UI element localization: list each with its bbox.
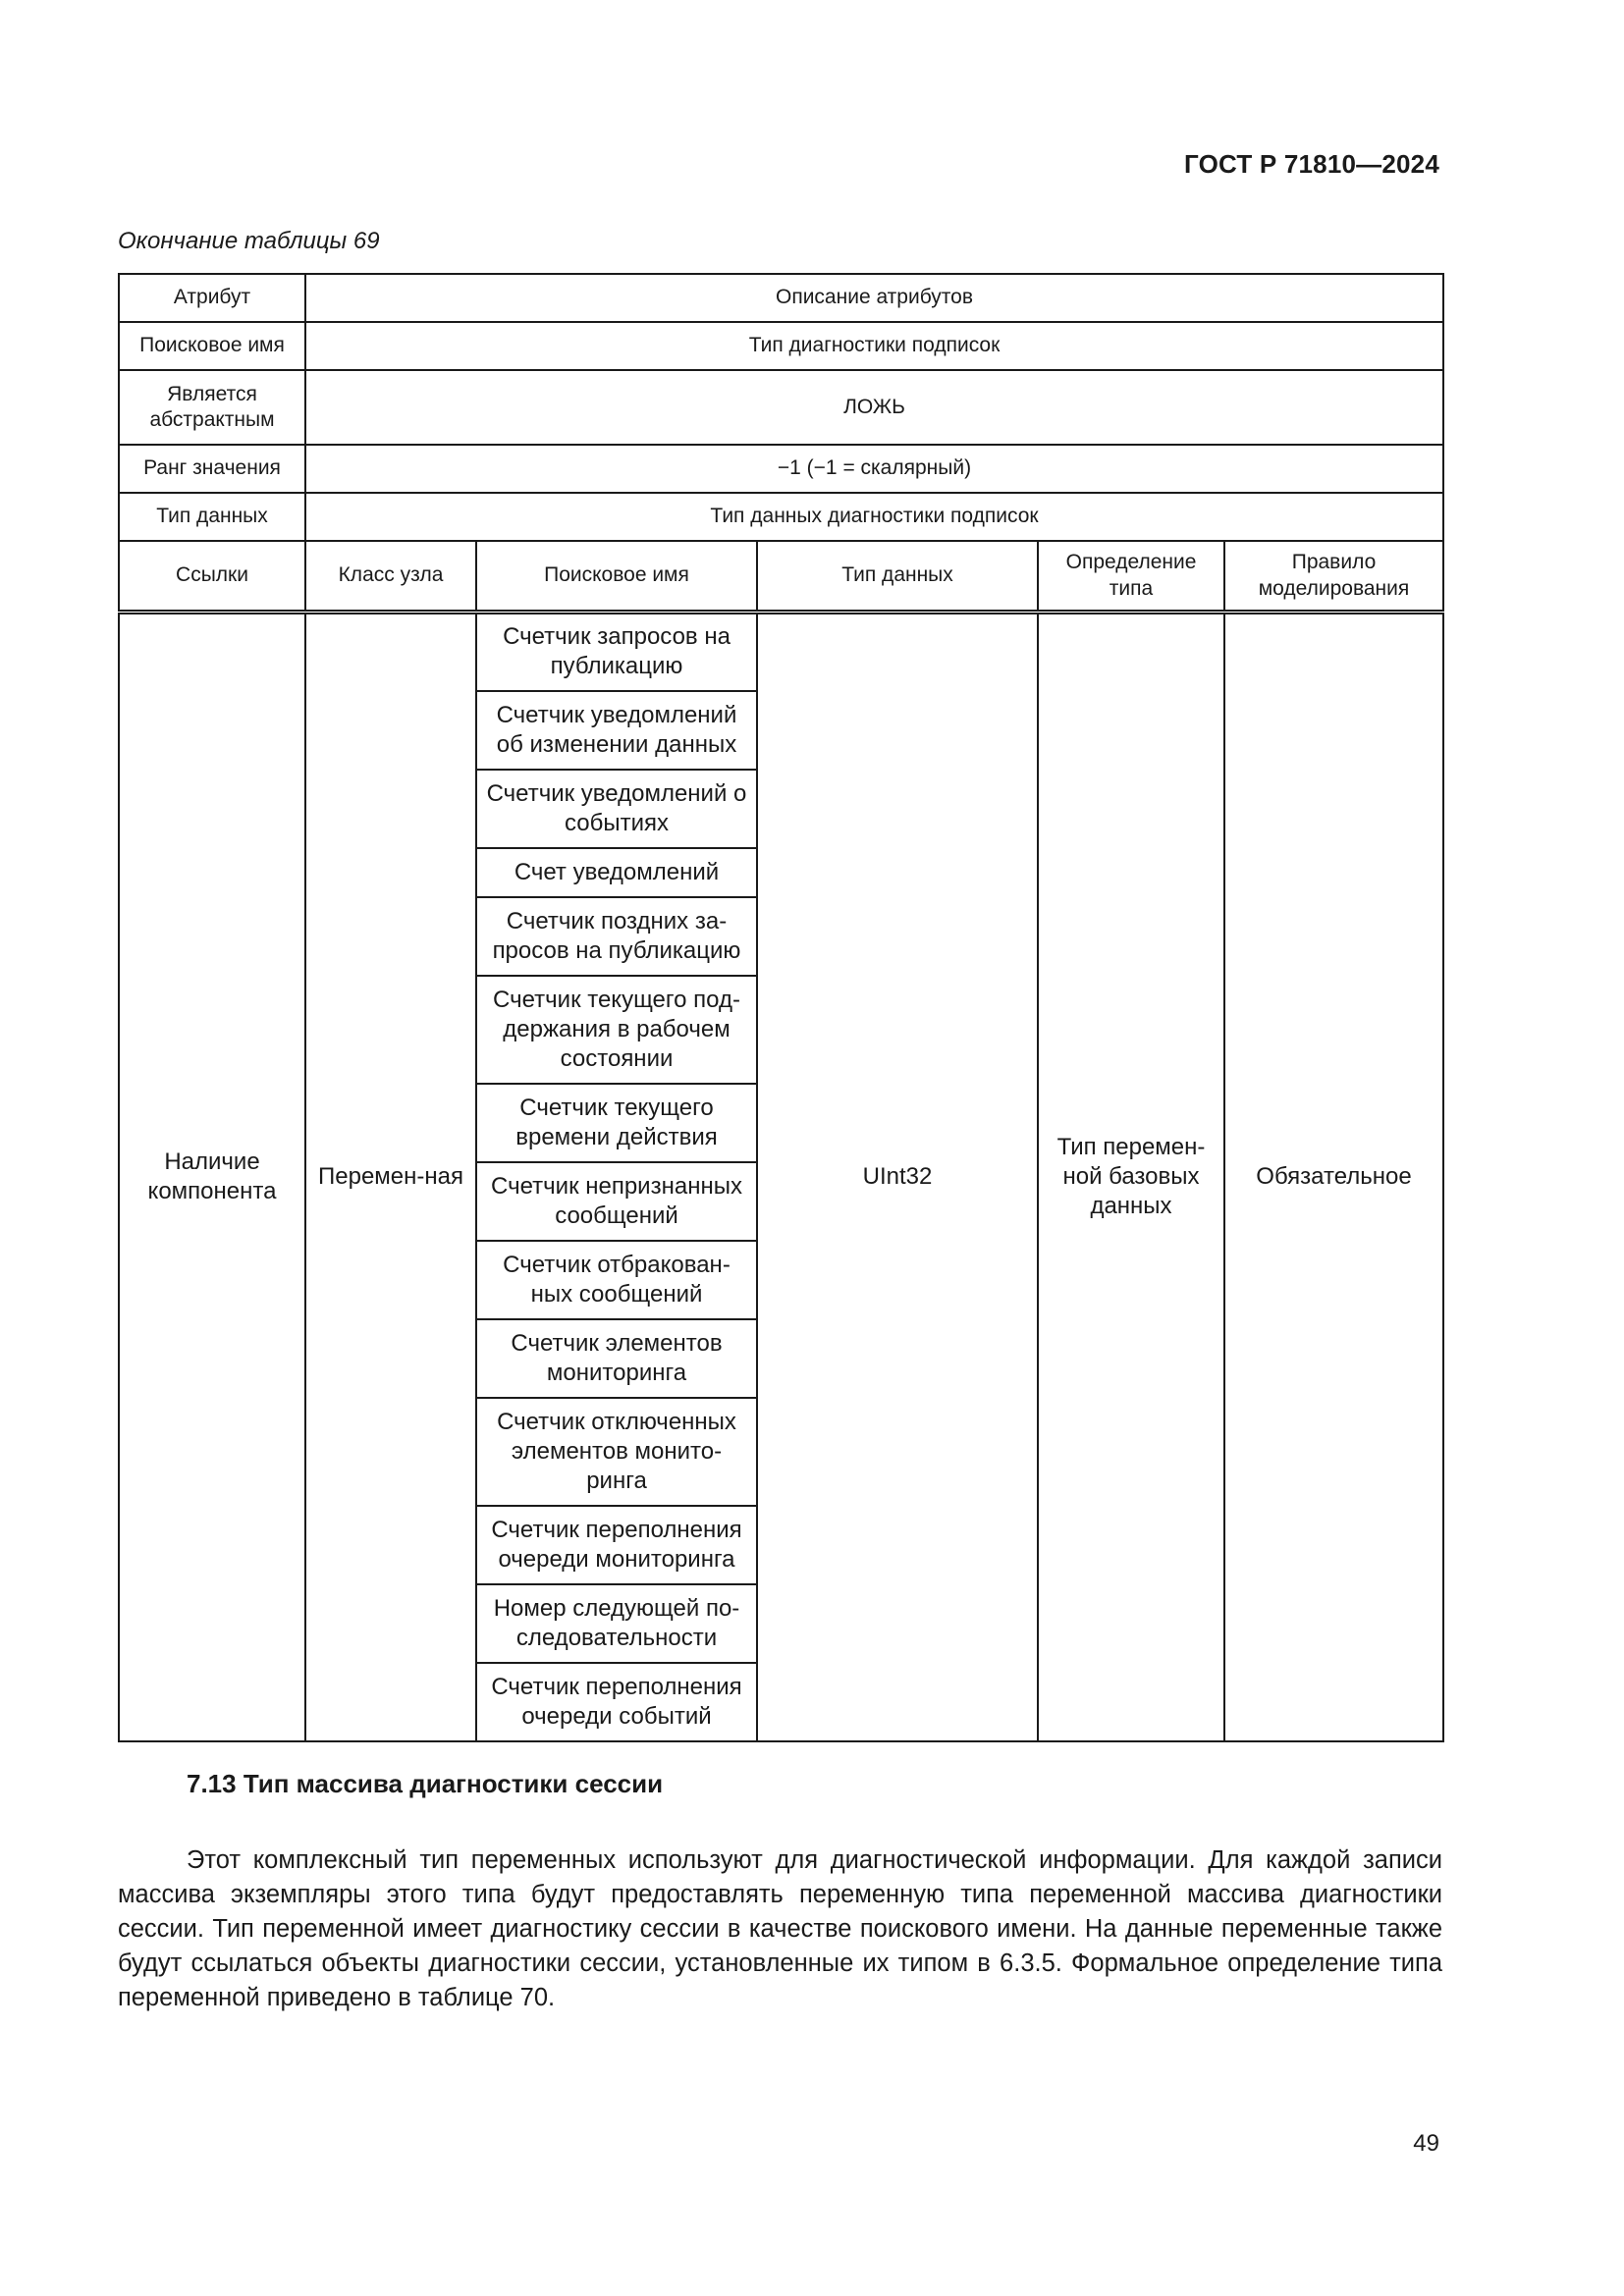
column-header: Поисковое имя	[476, 541, 757, 613]
browse-name-cell: Счетчик отключенных элементов монито-ринга	[476, 1398, 757, 1506]
table-row	[119, 274, 1443, 322]
section-title: 7.13 Тип массива диагностики сессии	[187, 1769, 664, 1798]
section-paragraph: Этот комплексный тип переменных используют для диагностической информации. Для каждой записи массива экземпляры этого типа будут предоставлять переменную типа переменной массива диагностики сессии. Тип переменной имеет диагностику сессии в качестве поискового имени. На данные переменные также будут ссылаться объекты диагностики сессии, установленные их типом в 6.3.5. Формальное определение типа переменной приведено в таблице 70.	[118, 1845, 1442, 2012]
table-row	[119, 370, 1443, 445]
type-definition-cell: Тип перемен-ной базовых данных	[1038, 613, 1224, 1741]
browse-name-cell: Счетчик текущего под-держания в рабочем состоянии	[476, 976, 757, 1084]
table-row	[119, 322, 1443, 370]
column-header: Правило моделирования	[1224, 541, 1443, 613]
browse-name-cell: Счетчик поздних за-просов на публикацию	[476, 897, 757, 976]
browse-name-cell: Счетчик переполнения очереди мониторинга	[476, 1506, 757, 1584]
browse-name-cell: Номер следующей по-следовательности	[476, 1584, 757, 1663]
document-header: ГОСТ Р 71810—2024	[1184, 149, 1439, 179]
browse-name-cell: Счетчик уведомлений о событиях	[476, 770, 757, 848]
attribute-cell: Атрибут	[119, 274, 305, 322]
column-header: Тип данных	[757, 541, 1038, 613]
attributes-table	[118, 273, 1444, 1742]
table-caption: Окончание таблицы 69	[118, 228, 380, 254]
browse-name-cell: Счетчик элементов мониторинга	[476, 1319, 757, 1398]
node-class-cell: Перемен-ная	[305, 613, 476, 1741]
attribute-value-cell: Тип диагностики подписок	[305, 322, 1443, 370]
column-header-row	[119, 541, 1443, 613]
column-header: Ссылки	[119, 541, 305, 613]
attribute-value-cell: ЛОЖЬ	[305, 370, 1443, 445]
data-type-cell: UInt32	[757, 613, 1038, 1741]
browse-name-cell: Счетчик запросов на публикацию	[476, 613, 757, 691]
table-row	[119, 613, 1443, 691]
attribute-cell: Тип данных	[119, 493, 305, 541]
browse-name-cell: Счетчик непризнанных сообщений	[476, 1162, 757, 1241]
reference-cell: Наличие компонента	[119, 613, 305, 1741]
browse-name-cell: Счетчик переполнения очереди событий	[476, 1663, 757, 1741]
modelling-rule-cell: Обязательное	[1224, 613, 1443, 1741]
attribute-value-cell: Описание атрибутов	[305, 274, 1443, 322]
attribute-value-cell: −1 (−1 = скалярный)	[305, 445, 1443, 493]
attribute-value-cell: Тип данных диагностики подписок	[305, 493, 1443, 541]
column-header: Класс узла	[305, 541, 476, 613]
browse-name-cell: Счет уведомлений	[476, 848, 757, 897]
browse-name-cell: Счетчик отбракован-ных сообщений	[476, 1241, 757, 1319]
attribute-cell: Является абстрактным	[119, 370, 305, 445]
column-header: Определение типа	[1038, 541, 1224, 613]
table-row	[119, 493, 1443, 541]
browse-name-cell: Счетчик уведомлений об изменении данных	[476, 691, 757, 770]
page-number: 49	[1413, 2130, 1439, 2157]
attribute-cell: Поисковое имя	[119, 322, 305, 370]
attribute-cell: Ранг значения	[119, 445, 305, 493]
browse-name-cell: Счетчик текущего времени действия	[476, 1084, 757, 1162]
table-row	[119, 445, 1443, 493]
